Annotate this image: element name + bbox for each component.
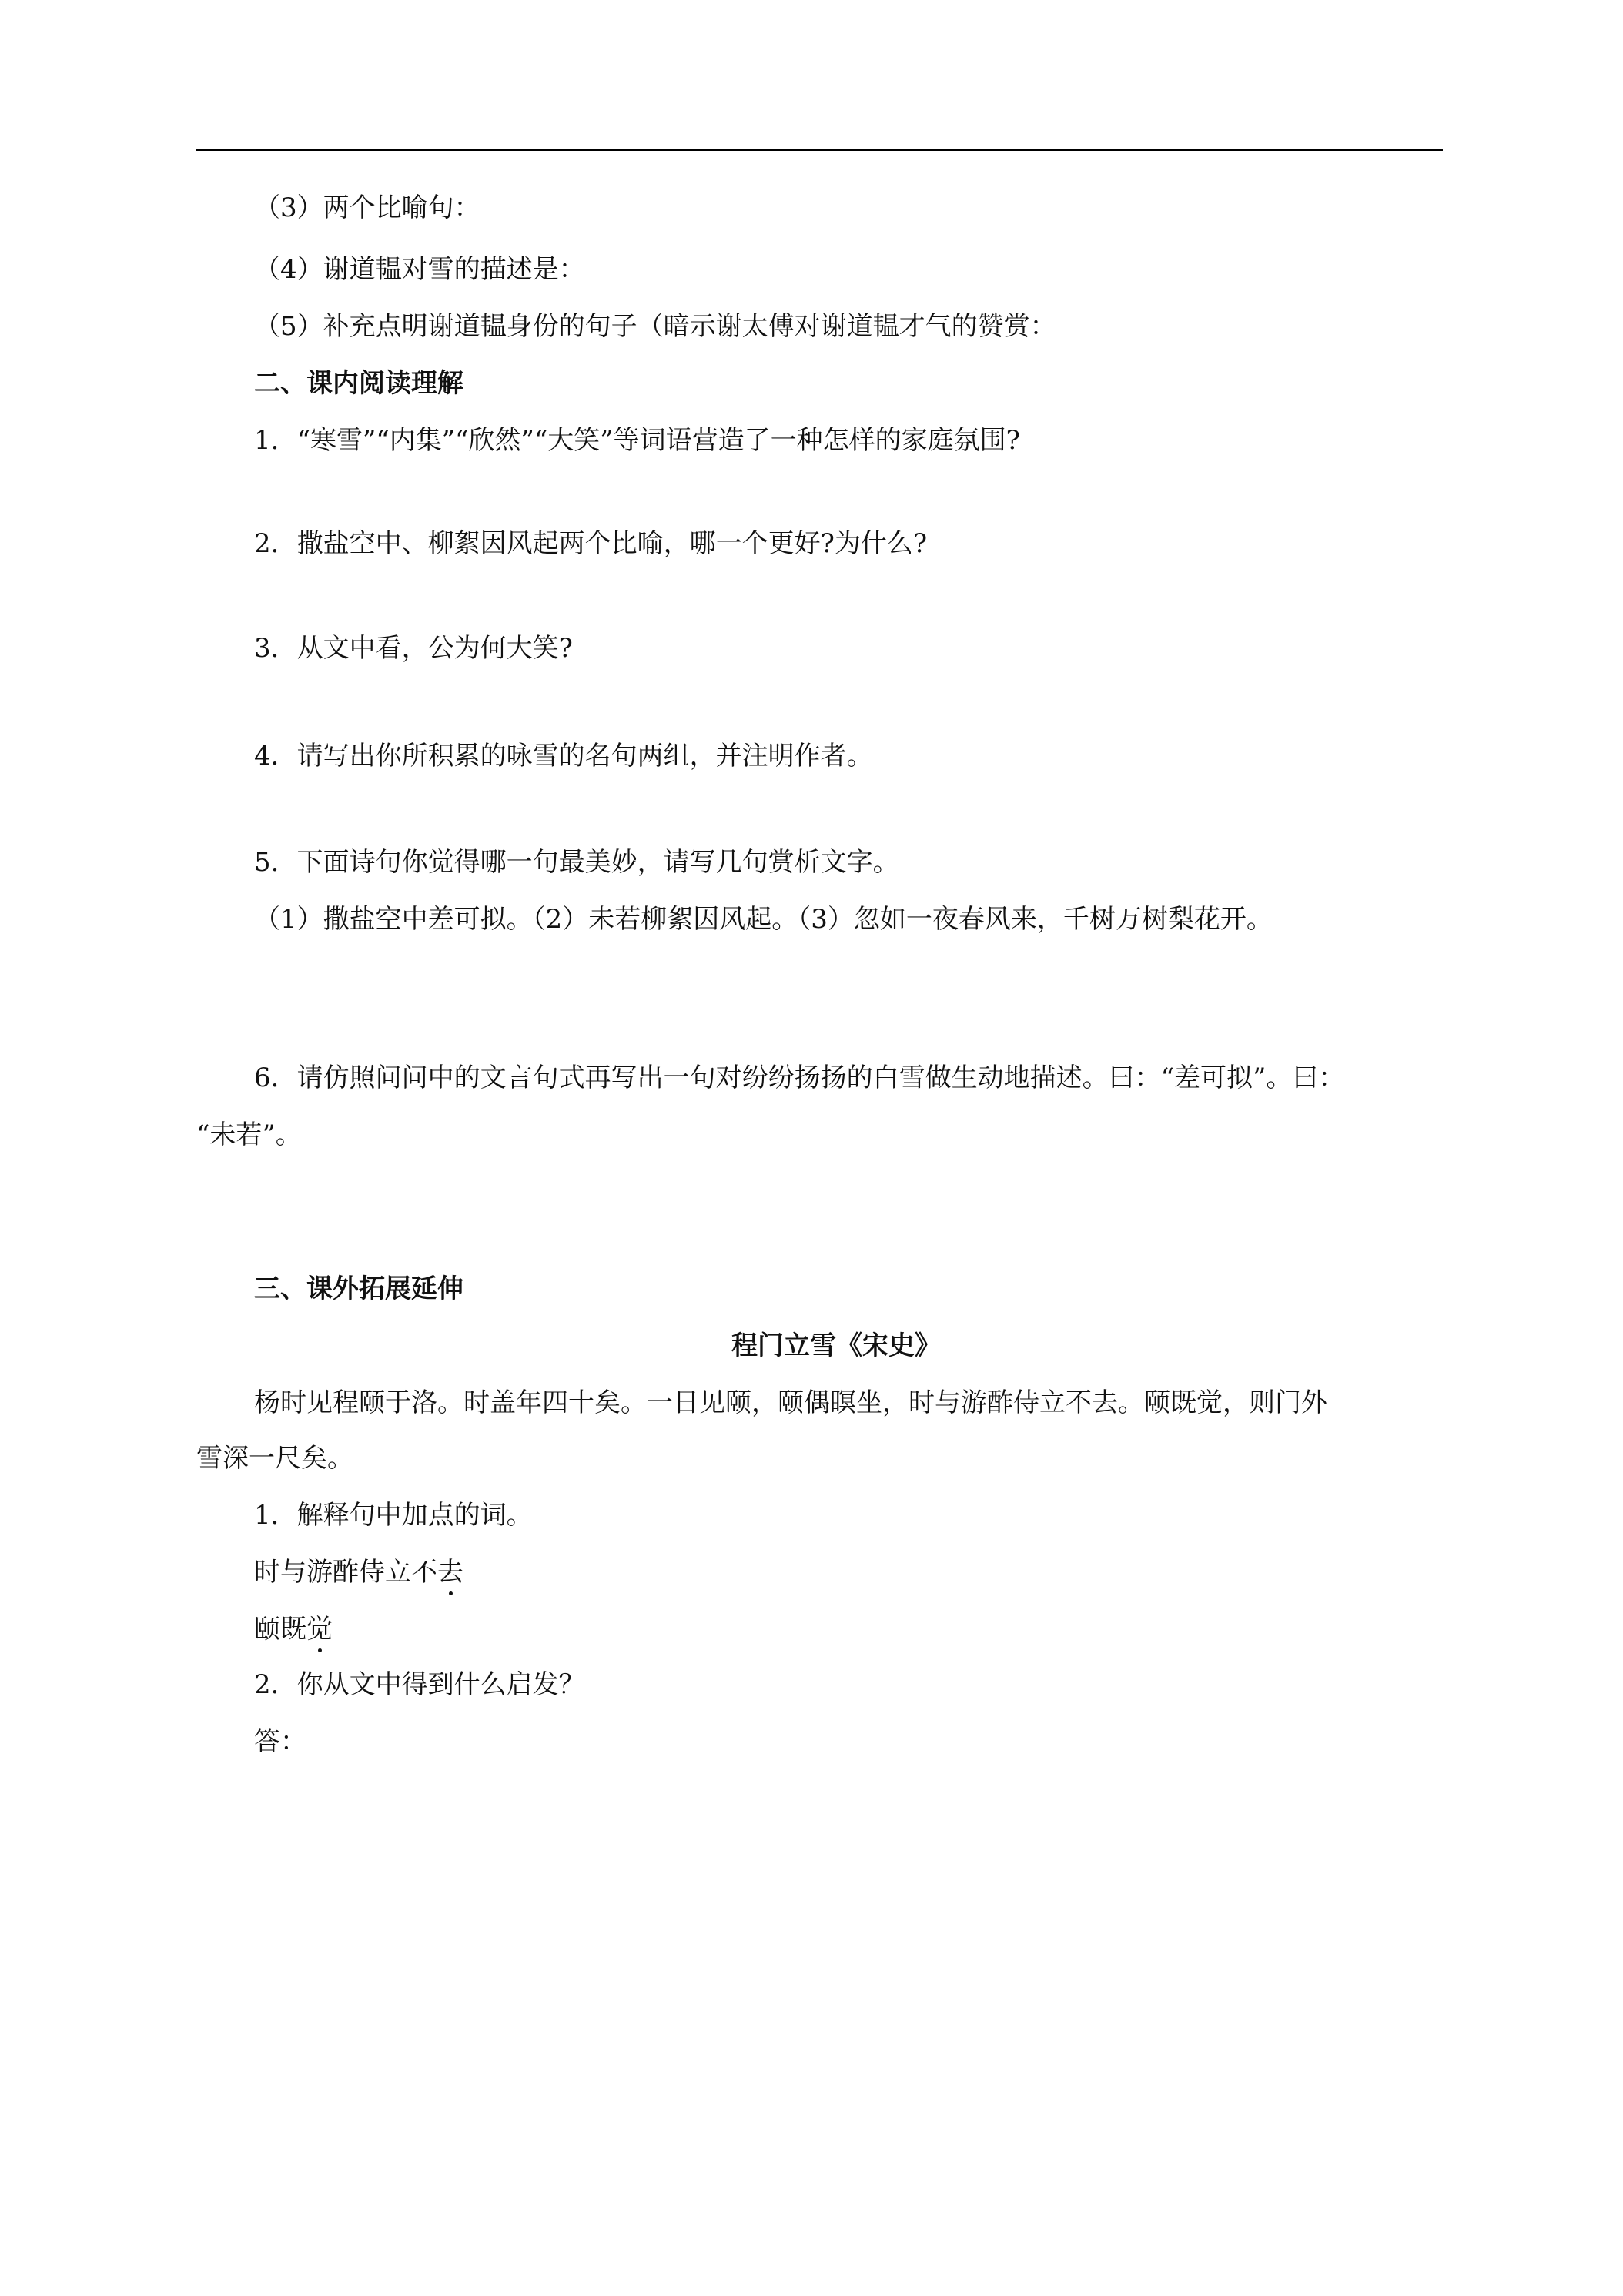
answer-label: 答：: [254, 1726, 306, 1757]
item-identity-sentence: （5）补充点明谢道韫身份的句子（暗示谢太傅对谢道韫才气的赞赏：: [254, 311, 1056, 342]
passage-line-2: 雪深一尺矣。: [196, 1443, 353, 1474]
question-4: 4．请写出你所积累的咏雪的名句两组，并注明作者。: [254, 741, 873, 771]
question-3: 3．从文中看，公为何大笑?: [254, 633, 573, 664]
exercise-1-phrase-a: [254, 1555, 463, 1589]
question-5-options: （1）撒盐空中差可拟。（2）未若柳絮因风起。（3）忽如一夜春风来，千树万树梨花开。: [254, 904, 1273, 935]
question-2: 2．撒盐空中、柳絮因风起两个比喻，哪一个更好?为什么?: [254, 528, 928, 559]
phrase-a-text: 时与游酢侍立不: [254, 1557, 437, 1588]
header-rule: [196, 149, 1443, 151]
phrase-b-text: 颐既: [254, 1614, 306, 1645]
item-snow-description: （4）谢道韫对雪的描述是：: [254, 254, 585, 285]
question-1: 1．“寒雪”“内集”“欣然”“大笑”等词语营造了一种怎样的家庭氛围?: [254, 425, 1020, 456]
section-heading-extension: 三、课外拓展延伸: [254, 1274, 463, 1304]
passage-title: 程门立雪《宋史》: [731, 1330, 941, 1361]
item-metaphor-sentences: （3）两个比喻句：: [254, 192, 480, 223]
exercise-1: 1．解释句中加点的词。: [254, 1500, 533, 1531]
exercise-2: 2．你从文中得到什么启发？: [254, 1669, 585, 1700]
dotted-word-jue: 觉: [306, 1614, 333, 1645]
question-6-continued: “未若”。: [196, 1120, 302, 1150]
question-6: 6．请仿照问问中的文言句式再写出一句对纷纷扬扬的白雪做生动地描述。曰：“差可拟”。曰：: [254, 1063, 1345, 1093]
question-5: 5．下面诗句你觉得哪一句最美妙，请写几句赏析文字。: [254, 847, 899, 878]
passage-line-1: 杨时见程颐于洛。时盖年四十矣。一日见颐，颐偶瞑坐，时与游酢侍立不去。颐既觉，则门外: [254, 1387, 1327, 1418]
exercise-1-phrase-b: [254, 1612, 333, 1646]
dotted-word-qu: 去: [437, 1557, 463, 1588]
section-heading-reading: 二、课内阅读理解: [254, 368, 463, 399]
